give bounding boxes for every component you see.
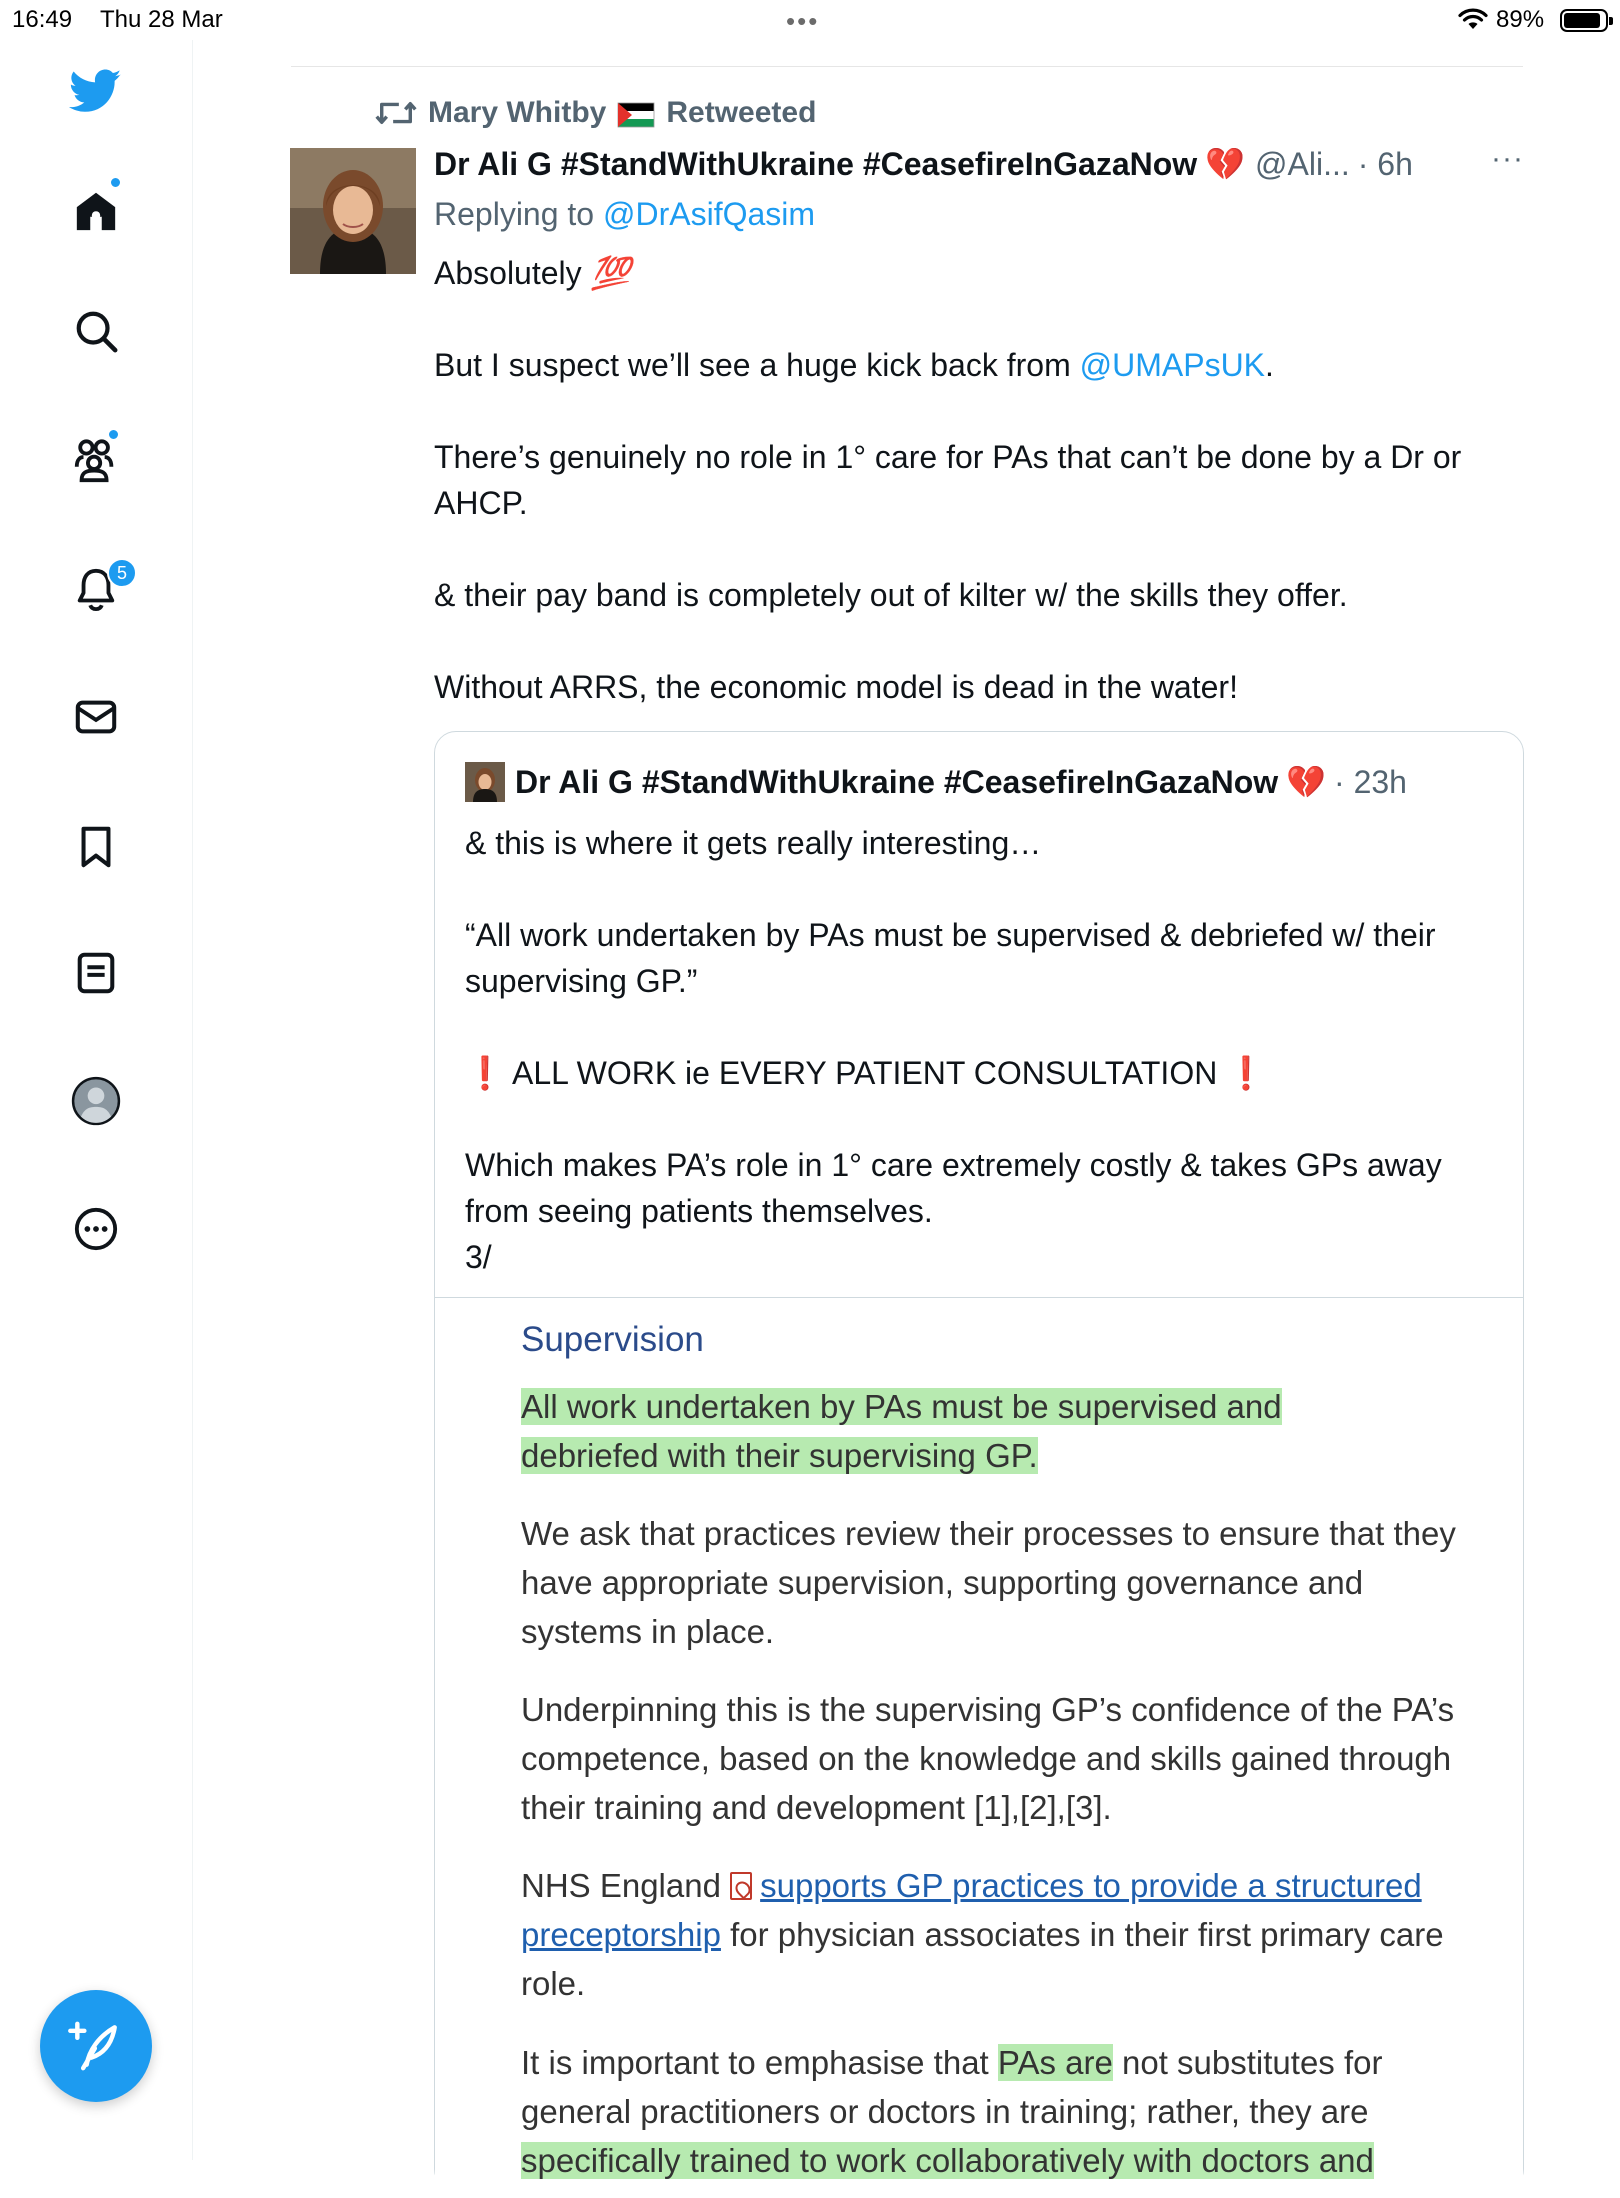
- umapsuk-mention[interactable]: @UMAPsUK: [1079, 347, 1266, 383]
- home-icon[interactable]: [65, 180, 127, 242]
- quote-line: ❗ ALL WORK ie EVERY PATIENT CONSULTATION ❗: [465, 1055, 1267, 1091]
- status-date: Thu 28 Mar: [100, 6, 223, 33]
- retweeter-name[interactable]: Mary Whitby: [428, 96, 607, 129]
- timeline-divider: [291, 66, 1523, 67]
- attached-document-image[interactable]: [435, 1298, 1523, 2198]
- status-time: 16:49: [12, 6, 73, 33]
- quote-line: “All work undertaken by PAs must be supervised & debriefed w/ their supervising GP.”: [465, 917, 1436, 999]
- compose-tweet-button[interactable]: [40, 1990, 152, 2102]
- tweet-text: [434, 250, 1524, 710]
- broken-heart-emoji: 💔: [1205, 146, 1246, 182]
- exclamation-icon: ❗: [465, 1055, 505, 1091]
- tweet-time[interactable]: · 6h: [1357, 145, 1413, 182]
- doc-paragraph: Underpinning this is the supervising GP’s confidence of the PA’s competence, based on the knowledge and skills gained through their training and development [1],[2],[3].: [521, 1691, 1455, 1826]
- retweet-context[interactable]: [376, 96, 816, 130]
- multitasking-dots[interactable]: •••: [786, 6, 820, 36]
- search-icon[interactable]: [65, 300, 127, 362]
- quoted-author-avatar: [465, 762, 505, 802]
- doc-paragraph: We ask that practices review their processes to ensure that they have appropriate supervision, supporting governance and systems in place.: [521, 1515, 1456, 1650]
- communities-new-dot: [107, 428, 120, 441]
- notifications-bell-icon[interactable]: [65, 558, 127, 620]
- twitter-logo-icon[interactable]: [65, 60, 127, 122]
- author-handle[interactable]: @Ali...: [1255, 145, 1350, 182]
- quoted-tweet-text: [465, 820, 1485, 1280]
- replying-to: [434, 196, 815, 233]
- tweet-line: Absolutely 💯: [434, 255, 631, 291]
- battery-icon: [1560, 9, 1608, 32]
- thread-count: 3/: [465, 1239, 492, 1275]
- quoted-tweet-header: [465, 760, 1505, 804]
- home-new-dot: [109, 176, 122, 189]
- author-avatar[interactable]: [290, 148, 416, 274]
- retweeted-label: Retweeted: [666, 96, 817, 129]
- tweet-line: Without ARRS, the economic model is dead in the water!: [434, 669, 1238, 705]
- tweet-more-icon[interactable]: ···: [1491, 142, 1524, 175]
- tweet-line: There’s genuinely no role in 1° care for PAs that can’t be done by a Dr or AHCP.: [434, 439, 1462, 521]
- exclamation-icon: ❗: [1226, 1055, 1267, 1091]
- sidebar: [0, 40, 193, 2160]
- lists-icon[interactable]: [65, 942, 127, 1004]
- quote-line: Which makes PA’s role in 1° care extremely costly & takes GPs away from seeing patients themselves. 3/: [465, 1147, 1442, 1275]
- tweet-header: [434, 142, 1524, 186]
- quoted-tweet-time[interactable]: · 23h: [1334, 763, 1407, 800]
- feather-plus-icon: [68, 2018, 124, 2074]
- replying-to-mention[interactable]: @DrAsifQasim: [602, 196, 816, 232]
- communities-icon[interactable]: [65, 428, 127, 490]
- doc-heading: Supervision: [521, 1320, 704, 1359]
- doc-paragraph: NHS England supports GP practices to provide a structured preceptorship for physician associates in their first primary care role.: [521, 1867, 1444, 2002]
- quote-line: & this is where it gets really interesting…: [465, 825, 1042, 861]
- replying-prefix: Replying to: [434, 196, 595, 232]
- messages-envelope-icon[interactable]: [65, 686, 127, 748]
- hundred-emoji: 💯: [590, 255, 631, 291]
- palestine-flag-icon: [618, 101, 654, 125]
- doc-highlighted-paragraph: All work undertaken by PAs must be supervised and debriefed with their supervising GP.: [521, 1388, 1282, 1474]
- more-options-icon[interactable]: [65, 1198, 127, 1260]
- quoted-tweet-card[interactable]: [434, 731, 1524, 2191]
- status-bar: [0, 0, 1620, 40]
- broken-heart-emoji: 💔: [1286, 764, 1327, 800]
- profile-avatar-icon[interactable]: [65, 1070, 127, 1132]
- tweet-line: & their pay band is completely out of kilter w/ the skills they offer.: [434, 577, 1348, 613]
- notifications-count-badge: 5: [107, 558, 137, 588]
- bookmarks-icon[interactable]: [65, 816, 127, 878]
- doc-link: supports GP practices to provide a structured preceptorship: [521, 1867, 1422, 1953]
- author-name[interactable]: Dr Ali G #StandWithUkraine #CeasefireInGazaNow: [434, 145, 1198, 182]
- battery-percent: 89%: [1496, 6, 1545, 33]
- tweet-line: But I suspect we’ll see a huge kick back from @UMAPsUK.: [434, 347, 1274, 383]
- retweet-icon: [376, 98, 416, 128]
- pdf-file-icon: [730, 1872, 752, 1900]
- quoted-author-name[interactable]: Dr Ali G #StandWithUkraine #CeasefireInGazaNow: [515, 763, 1279, 800]
- wifi-icon: [1458, 7, 1488, 36]
- doc-paragraph: It is important to emphasise that PAs are not substitutes for general practitioners or doctors in training; rather, they are specifically trained to work collaboratively with doctors and: [521, 2044, 1383, 2179]
